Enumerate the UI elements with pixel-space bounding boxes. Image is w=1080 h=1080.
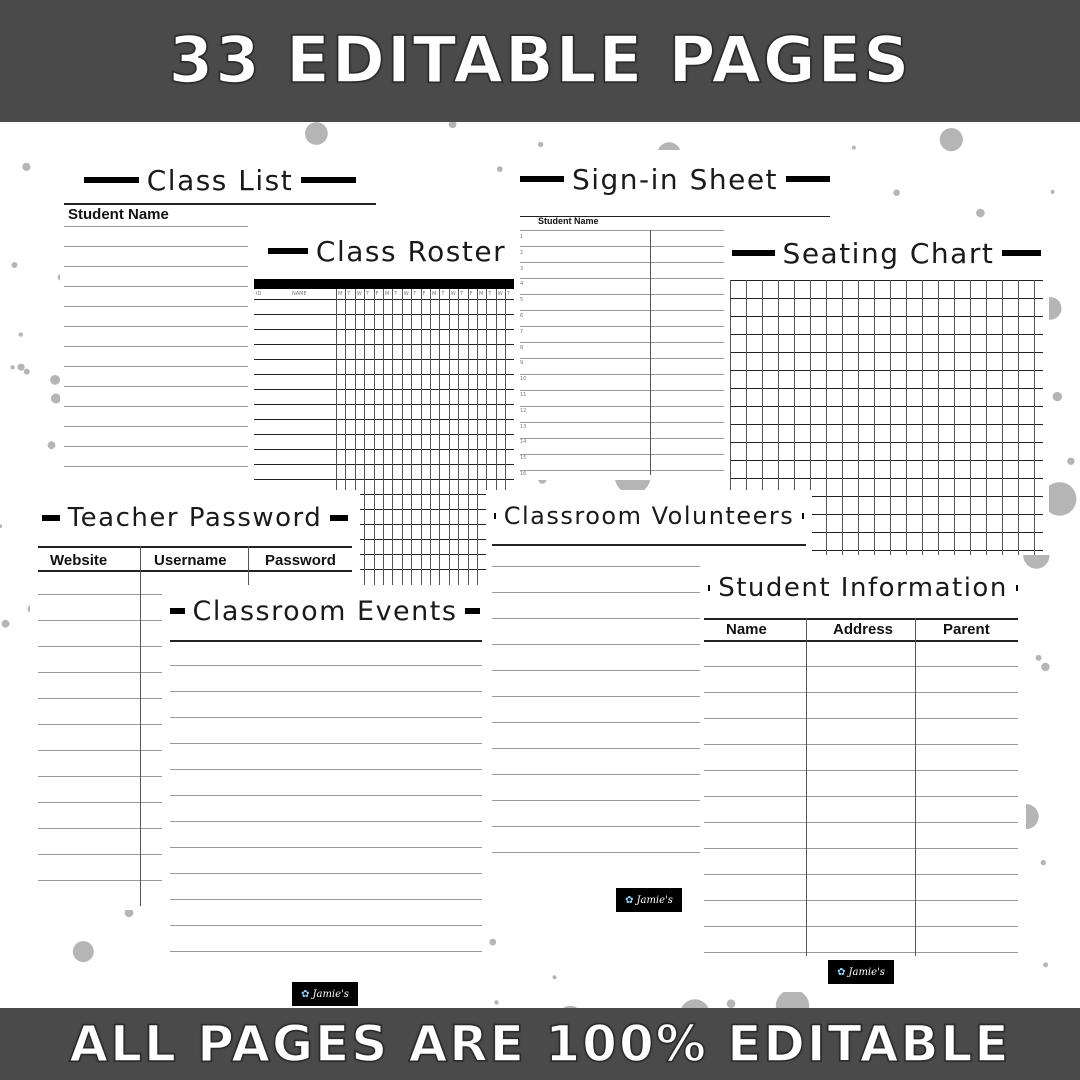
- info-col-address: Address: [833, 621, 894, 638]
- background-dot: [553, 975, 557, 979]
- classroom-events-title: Classroom Events: [192, 595, 458, 627]
- column-divider: [411, 289, 412, 585]
- bottom-banner-text: ALL PAGES ARE 100% EDITABLE: [69, 1015, 1011, 1073]
- sign-in-row-number: 16: [520, 471, 527, 477]
- column-divider: [858, 280, 859, 555]
- sign-in-row-number: 13: [520, 423, 527, 430]
- sign-in-row-number: 2: [520, 249, 524, 256]
- background-dot: [1053, 392, 1062, 401]
- ruled-line: [254, 419, 514, 420]
- background-dot: [19, 332, 23, 336]
- student-information-page: [700, 562, 1026, 992]
- password-col-username: Username: [154, 552, 227, 569]
- background-dot: [18, 364, 25, 371]
- column-divider: [915, 618, 916, 956]
- column-divider: [650, 230, 651, 475]
- ruled-line: [730, 316, 1043, 317]
- column-divider: [439, 289, 440, 585]
- ruled-line: [704, 926, 1018, 927]
- column-divider: [374, 289, 375, 585]
- column-divider: [383, 289, 384, 585]
- ruled-line: [254, 404, 514, 405]
- ruled-line: [520, 230, 728, 231]
- ruled-line: [520, 326, 728, 327]
- background-dot: [1043, 962, 1048, 967]
- password-col-website: Website: [50, 552, 108, 569]
- sign-in-sheet-title: Sign-in Sheet: [571, 162, 779, 196]
- class-list-header: Student Name: [68, 206, 169, 223]
- column-divider: [1018, 280, 1019, 555]
- ruled-line: [704, 848, 1018, 849]
- classroom-volunteers-title: Classroom Volunteers: [503, 502, 795, 530]
- column-divider: [421, 289, 422, 585]
- column-divider: [430, 289, 431, 585]
- column-divider: [970, 280, 971, 555]
- column-divider: [449, 289, 450, 585]
- roster-day-label: T: [413, 291, 417, 297]
- background-dot: [0, 524, 2, 528]
- background-dot: [22, 163, 30, 171]
- bottom-banner: [0, 1008, 1080, 1080]
- ruled-line: [520, 390, 728, 391]
- classroom-events-page: [162, 585, 488, 1010]
- background-dot: [305, 122, 328, 145]
- column-divider: [922, 280, 923, 555]
- ruled-line: [730, 280, 1043, 281]
- ruled-line: [704, 874, 1018, 875]
- background-dot: [727, 999, 736, 1008]
- jamies-logo: ✿ Jamie's: [616, 888, 682, 912]
- class-list-title: Class List: [146, 163, 294, 197]
- sign-in-row-number: 6: [520, 313, 524, 319]
- ruled-line: [520, 294, 728, 295]
- ruled-line: [254, 314, 514, 315]
- ruled-line: [520, 262, 728, 263]
- ruled-line: [254, 434, 514, 435]
- ruled-line: [730, 298, 1043, 299]
- sign-in-row-number: 11: [520, 392, 527, 398]
- roster-col-id: ID: [256, 291, 262, 297]
- background-dot: [940, 128, 963, 151]
- roster-day-label: T: [366, 291, 370, 297]
- ruled-line: [704, 744, 1018, 745]
- sign-in-row-number: 7: [520, 328, 524, 335]
- top-banner-text: 33 EDITABLE PAGES: [168, 24, 912, 98]
- ruled-line: [520, 454, 728, 455]
- background-dot: [976, 209, 985, 218]
- column-divider: [392, 289, 393, 585]
- background-dot: [489, 939, 496, 946]
- ruled-line: [730, 442, 1043, 443]
- background-dot: [12, 262, 18, 268]
- background-dot: [1041, 860, 1046, 865]
- ruled-line: [170, 717, 482, 718]
- roster-day-label: T: [394, 291, 398, 297]
- sign-in-header: Student Name: [538, 216, 599, 226]
- background-dot: [11, 365, 15, 369]
- ruled-line: [254, 344, 514, 345]
- ruled-line: [254, 374, 514, 375]
- roster-day-label: F: [422, 291, 426, 297]
- column-divider: [458, 289, 459, 585]
- roster-header-bar: [254, 279, 514, 289]
- ruled-line: [170, 691, 482, 692]
- jamies-logo: ✿ Jamie's: [828, 960, 894, 984]
- roster-day-label: M: [479, 291, 484, 297]
- roster-day-label: T: [347, 291, 351, 297]
- ruled-line: [170, 795, 482, 796]
- sign-in-row-number: 9: [520, 360, 524, 367]
- column-divider: [954, 280, 955, 555]
- column-divider: [890, 280, 891, 555]
- top-banner: [0, 0, 1080, 122]
- background-dot: [1041, 663, 1049, 671]
- ruled-line: [730, 370, 1043, 371]
- ruled-line: [170, 951, 482, 952]
- sign-in-row-number: 5: [520, 297, 524, 304]
- column-divider: [842, 280, 843, 555]
- column-divider: [938, 280, 939, 555]
- ruled-line: [170, 847, 482, 848]
- background-dot: [1036, 655, 1042, 661]
- student-information-title: Student Information: [718, 573, 1008, 603]
- column-divider: [906, 280, 907, 555]
- roster-day-label: M: [385, 291, 390, 297]
- background-dot: [2, 620, 10, 628]
- roster-day-label: W: [356, 291, 362, 297]
- ruled-line: [704, 952, 1018, 953]
- ruled-line: [704, 796, 1018, 797]
- roster-day-label: T: [460, 291, 464, 297]
- ruled-line: [520, 246, 728, 247]
- ruled-line: [704, 822, 1018, 823]
- ruled-line: [704, 692, 1018, 693]
- sign-in-row-number: 3: [520, 265, 524, 272]
- column-divider: [1034, 280, 1035, 555]
- ruled-line: [254, 359, 514, 360]
- password-col-password: Password: [265, 552, 336, 569]
- background-dot: [497, 166, 503, 172]
- roster-day-label: F: [469, 291, 473, 297]
- ruled-line: [520, 278, 728, 279]
- jamies-logo: ✿ Jamie's: [292, 982, 358, 1006]
- info-col-name: Name: [726, 621, 767, 638]
- ruled-line: [730, 406, 1043, 407]
- column-divider: [468, 289, 469, 585]
- background-dot: [1067, 458, 1074, 465]
- ruled-line: [170, 769, 482, 770]
- teacher-password-title: Teacher Password: [67, 503, 323, 533]
- background-dot: [48, 441, 56, 449]
- ruled-line: [170, 925, 482, 926]
- ruled-line: [520, 358, 728, 359]
- sign-in-row-number: 10: [520, 376, 527, 383]
- ruled-line: [704, 666, 1018, 667]
- roster-day-label: M: [338, 291, 343, 297]
- column-divider: [402, 289, 403, 585]
- ruled-line: [254, 329, 514, 330]
- ruled-line: [730, 478, 1043, 479]
- sign-in-row-number: 8: [520, 344, 524, 351]
- ruled-line: [520, 374, 728, 375]
- column-divider: [1002, 280, 1003, 555]
- sign-in-row-number: 1: [520, 234, 524, 240]
- ruled-line: [254, 389, 514, 390]
- roster-col-name: NAME: [292, 291, 307, 297]
- ruled-line: [170, 743, 482, 744]
- roster-day-label: T: [488, 291, 492, 297]
- ruled-line: [730, 460, 1043, 461]
- roster-day-label: M: [432, 291, 437, 297]
- background-dot: [1051, 190, 1055, 194]
- roster-day-label: W: [497, 291, 503, 297]
- ruled-line: [254, 479, 514, 480]
- roster-day-label: W: [403, 291, 409, 297]
- column-divider: [874, 280, 875, 555]
- background-dot: [538, 142, 543, 147]
- ruled-line: [730, 424, 1043, 425]
- ruled-line: [254, 449, 514, 450]
- sign-in-row-number: 12: [520, 407, 527, 414]
- column-divider: [477, 289, 478, 585]
- ruled-line: [170, 873, 482, 874]
- sign-in-row-number: 15: [520, 455, 527, 462]
- sign-in-row-number: 14: [520, 439, 527, 446]
- column-divider: [140, 546, 141, 906]
- sign-in-row-number: 4: [520, 281, 524, 288]
- ruled-line: [730, 352, 1043, 353]
- ruled-line: [520, 470, 728, 471]
- ruled-line: [254, 464, 514, 465]
- ruled-line: [704, 770, 1018, 771]
- ruled-line: [170, 821, 482, 822]
- roster-day-label: W: [450, 291, 456, 297]
- ruled-line: [704, 900, 1018, 901]
- roster-day-label: T: [507, 291, 511, 297]
- ruled-line: [520, 342, 728, 343]
- column-divider: [986, 280, 987, 555]
- ruled-line: [730, 334, 1043, 335]
- class-roster-title: Class Roster: [315, 234, 507, 268]
- background-dot: [494, 1000, 498, 1004]
- ruled-line: [520, 422, 728, 423]
- ruled-line: [520, 438, 728, 439]
- ruled-line: [170, 899, 482, 900]
- column-divider: [806, 618, 807, 956]
- info-col-parent: Parent: [943, 621, 990, 638]
- column-divider: [826, 280, 827, 555]
- background-dot: [24, 369, 30, 375]
- background-dot: [893, 189, 900, 196]
- column-divider: [364, 289, 365, 585]
- background-dot: [50, 375, 60, 385]
- roster-day-label: T: [441, 291, 445, 297]
- ruled-line: [520, 406, 728, 407]
- background-dot: [852, 146, 856, 150]
- ruled-line: [730, 388, 1043, 389]
- ruled-line: [520, 310, 728, 311]
- ruled-line: [254, 299, 514, 300]
- ruled-line: [704, 718, 1018, 719]
- seating-chart-title: Seating Chart: [782, 236, 995, 270]
- roster-day-label: F: [375, 291, 379, 297]
- background-dot: [73, 941, 94, 962]
- ruled-line: [170, 665, 482, 666]
